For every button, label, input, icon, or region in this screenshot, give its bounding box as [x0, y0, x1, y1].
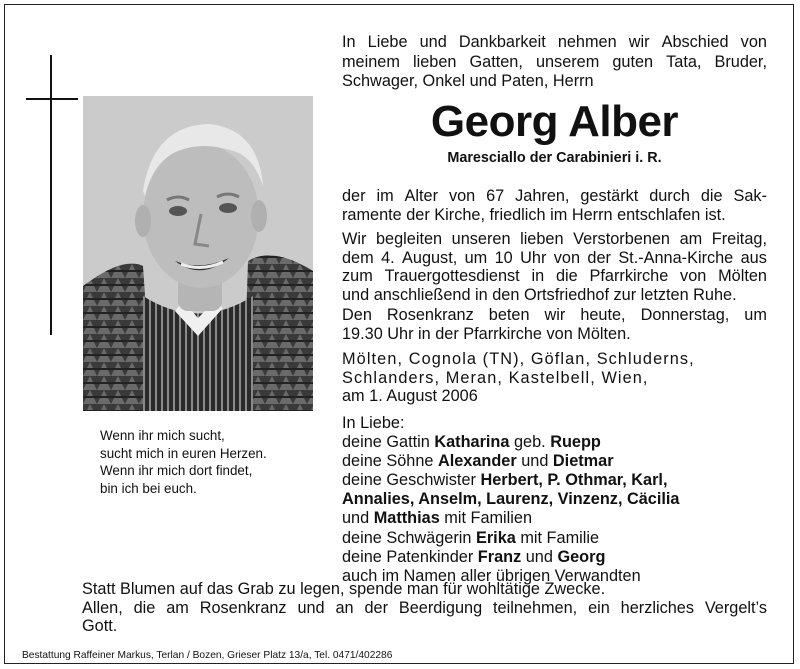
word: Abschied	[661, 33, 729, 51]
word: unserem	[535, 52, 600, 71]
word: unseren	[451, 230, 511, 248]
name-bold: Ruepp	[550, 433, 601, 452]
word: heute,	[580, 306, 626, 324]
word: nehmen	[557, 33, 617, 51]
closing-line: Gott.	[82, 617, 118, 636]
paragraph-funeral	[342, 230, 767, 304]
text: und	[516, 452, 553, 471]
word: guten	[612, 52, 654, 71]
closing-line: Statt Blumen auf das Grab zu legen, spende man für wohltätige Zwecke.	[82, 580, 606, 598]
word: in	[531, 267, 545, 286]
poem-line: Wenn ihr mich dort findet,	[100, 463, 253, 479]
text-line: 19.30 Uhr in der Pfarrkirche von Mölten.	[342, 324, 631, 343]
poem	[100, 427, 267, 497]
portrait-photo	[83, 96, 313, 411]
word: Verstorbenen	[573, 230, 670, 248]
word: wir	[628, 33, 650, 51]
mourner-line	[342, 471, 680, 490]
closing-line-text: Allen, die am Rosenkranz und an der Beerdigung teilnehmen, ein herzliches Vergelt’s	[82, 598, 767, 617]
word: und	[419, 33, 447, 51]
intro-line	[342, 53, 767, 73]
text-line	[342, 306, 767, 325]
name-bold: Dietmar	[552, 452, 614, 471]
word: dem	[342, 248, 374, 267]
text: deine Patenkinder	[342, 547, 478, 566]
places-date	[342, 350, 767, 406]
name-bold: Georg	[557, 547, 606, 566]
word: im	[376, 187, 394, 205]
word: beten	[488, 306, 530, 324]
word: meinem	[342, 52, 400, 71]
text-line: Mölten, Cognola (TN), Göflan, Schluderns,	[342, 350, 695, 368]
cross-vertical-bar	[50, 55, 52, 335]
text: deine Geschwister	[342, 471, 481, 490]
poem-line: bin ich bei euch.	[100, 480, 197, 496]
word: um	[744, 306, 767, 324]
mourner-line	[342, 490, 680, 509]
name-bold: Alexander	[437, 452, 517, 471]
word: lieben	[520, 230, 564, 248]
word: Liebe	[367, 33, 408, 51]
word: 67	[486, 187, 505, 205]
word: der	[587, 248, 611, 267]
word: Mölten	[718, 267, 767, 286]
text-line: und anschließend in den Ortsfriedhof zur letzten Ruhe.	[342, 285, 737, 304]
intro-line-text: Schwager, Onkel und Paten, Herrn	[342, 72, 594, 90]
text-line: am 1. August 2006	[342, 387, 478, 406]
word: Bruder,	[714, 52, 767, 71]
word: am	[679, 230, 703, 248]
word: lieben	[412, 52, 457, 71]
text: deine Söhne	[342, 452, 438, 471]
name-bold: Herbert, P. Othmar, Karl,	[480, 471, 668, 490]
mourner-line	[342, 529, 680, 548]
text-line	[342, 267, 767, 286]
word: Rosenkranz	[386, 306, 474, 324]
text-line	[342, 187, 767, 206]
closing-text	[82, 580, 767, 636]
name-bold: Erika	[475, 528, 516, 547]
intro-line	[342, 33, 767, 53]
word: von	[680, 267, 707, 286]
poem-line: sucht mich in euren Herzen.	[100, 445, 267, 461]
word: Pfarrkirche	[589, 267, 669, 286]
word: Freitag,	[711, 230, 767, 248]
word: Den	[342, 306, 372, 324]
text: und	[342, 509, 374, 528]
mourner-line	[342, 548, 680, 567]
word: Trauergottesdienst	[384, 267, 520, 286]
word: aus	[740, 248, 767, 267]
word: Wir	[342, 230, 367, 248]
intro-text	[342, 33, 767, 92]
word: begleiten	[375, 230, 443, 248]
text-line: ramente der Kirche, friedlich im Herrn entschlafen ist.	[342, 205, 726, 224]
word: Donnerstag,	[640, 306, 730, 324]
word: von	[740, 33, 767, 51]
intro-line	[342, 72, 767, 92]
text: deine Gattin	[342, 433, 435, 452]
deceased-rank: Maresciallo der Carabinieri i. R.	[447, 150, 662, 166]
word: wir	[544, 306, 566, 324]
word: Uhr	[520, 248, 547, 267]
word: von	[448, 187, 476, 205]
name-bold: Franz	[477, 547, 522, 566]
poem-line: Wenn ihr mich sucht,	[100, 428, 225, 443]
mourners-heading: In Liebe:	[342, 414, 405, 432]
deceased-name: Georg Alber	[430, 97, 679, 146]
word: um	[464, 248, 488, 267]
cross-horizontal-bar	[26, 98, 78, 100]
mourner-line	[342, 509, 680, 528]
mourner-line	[342, 433, 680, 452]
text: und	[521, 547, 558, 566]
word: die	[556, 267, 578, 286]
text: mit Familien	[439, 509, 533, 528]
word: Sak-	[733, 187, 767, 205]
word: 10	[494, 248, 513, 267]
mourner-line: auch im Namen aller übrigen Verwandten	[342, 566, 641, 585]
word: die	[700, 187, 723, 205]
word: Jahren,	[515, 187, 570, 205]
word: Tata,	[666, 52, 702, 71]
text-line	[342, 249, 767, 268]
closing-line	[82, 599, 767, 618]
funeral-home-footer: Bestattung Raffeiner Markus, Terlan / Bozen, Grieser Platz 13/a, Tel. 0471/402286	[22, 650, 393, 661]
name-bold: Katharina	[434, 433, 510, 452]
name-bold: Annalies, Anselm, Laurenz, Vinzenz, Cäcilia	[342, 490, 680, 509]
paragraph-rosary	[342, 306, 767, 343]
word: durch	[649, 187, 690, 205]
word: zum	[342, 267, 373, 286]
word: Gatten,	[469, 52, 523, 71]
text-line	[342, 230, 767, 249]
portrait-photo-illustration	[83, 96, 313, 411]
mourner-line	[342, 452, 680, 471]
word: St.-Anna-Kirche	[618, 248, 734, 267]
text-line: Schlanders, Meran, Kastelbell, Wien,	[342, 368, 649, 387]
paragraph-death	[342, 187, 767, 224]
word: von	[553, 248, 581, 267]
word: In	[342, 33, 356, 51]
word: Dankbarkeit	[458, 33, 546, 51]
text: geb.	[509, 433, 551, 452]
word: August,	[402, 248, 458, 267]
word: der	[342, 187, 366, 205]
name-bold: Matthias	[373, 509, 440, 528]
word: Alter	[404, 187, 439, 205]
word: 4.	[381, 248, 395, 267]
text: mit Familie	[515, 528, 600, 547]
text: deine Schwägerin	[342, 528, 476, 547]
word: gestärkt	[580, 187, 639, 205]
mourners-list	[342, 414, 680, 586]
